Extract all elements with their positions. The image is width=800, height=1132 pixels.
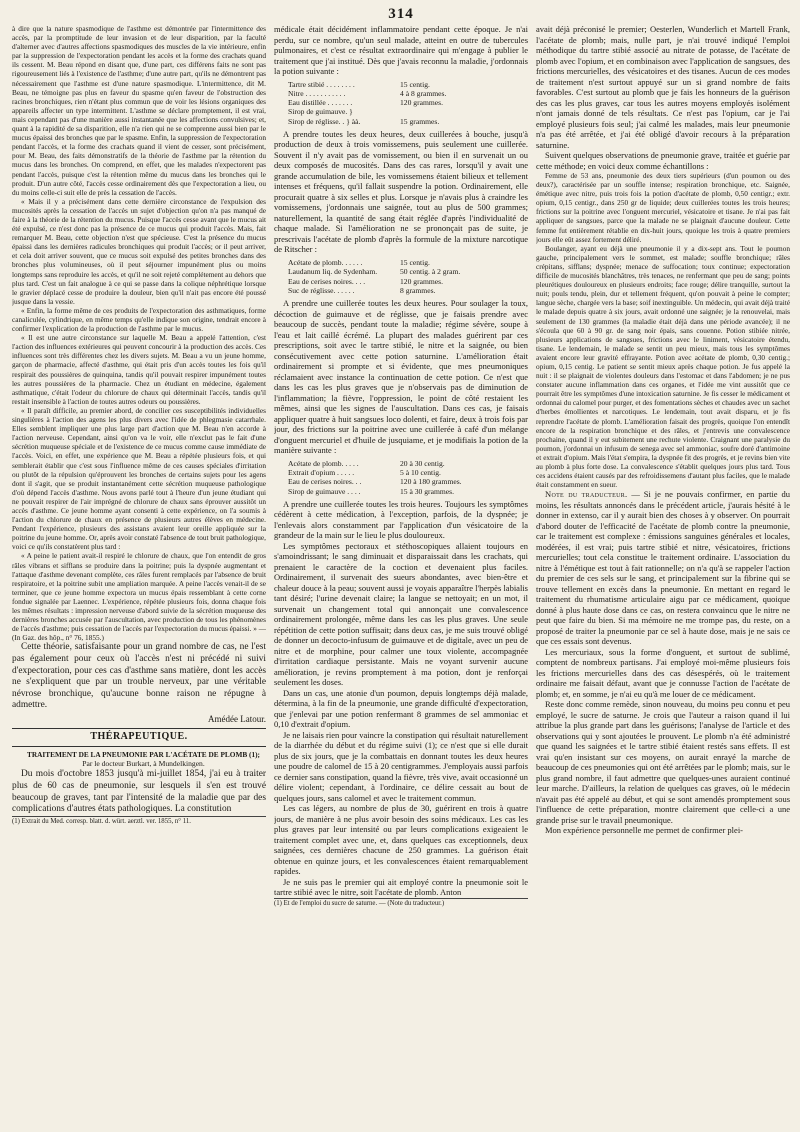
quantity: 15 à 30 grammes. — [400, 486, 454, 496]
paragraph: Les symptômes pectoraux et stéthoscopiques allaient toujours en s'amoindrissant; le sang diminuait et disparaissait dans les crachats, qui prenaient le caractère de la coction et devenaient plus faciles. Ordinairement, il survenait des sueurs abondantes, avec bien-être et chaleur douce à la peau; souvent aussi je voyais apparaître l'herpès labialis tant désiré; l'urine devenait claire; la langue se nettoyait; en un mot, il survenait un changement total qui annonçait une convalescence ordinairement prolongée, même dans les cas les plus graves. Une seule répétition de cette potion suffisait; dans deux cas, je me suis trouvé obligé de donner un decocto-infusum de guimauve et de digitale, avec un peu de nitre et de morphine, pour calmer une toux violente, accompagnée d'irritation cardiaque persistante. Mais ne voyant survenir aucune amélioration, je revins promptement à ma potion, dont je renforçai seulement les doses. — [274, 540, 528, 688]
ingredient: Acétate de plomb. . . . . — [288, 458, 359, 468]
ingredient: Nitre . . . . . . . . . . . — [288, 88, 346, 98]
formula-row — [288, 107, 528, 116]
formula-row — [288, 487, 528, 496]
divider — [12, 746, 266, 747]
translator-note-lead: Note du traducteur. — [545, 489, 628, 500]
quantity: 15 grammes. — [400, 116, 440, 126]
column-left — [12, 24, 266, 1120]
paragraph: « Mais il y a précisément dans cette dernière circonstance de l'expulsion des mucosités après la cessation de l'accès un sujet d'objection qu'on n'a pas manqué de faire à la théorie de la rétention du mucus. Puisque l'accès cesse avant que le mucus ait été expulsé, ce n'est donc pas la présence de ce mucus qui produit l'accès. Mais, fait remarquer M. Beau, cette objection n'est que spécieuse. C'est la présence du mucus épaissi dans les dernières radicules bronchiques qui produit l'accès; or il peut arriver, et cela doit arriver souvent, que ce mucus soit expulsé des petites bronches dans des bronches plus volumineuses, où il peut séjourner impunément plus ou moins longtemps sans reproduire les accès, et qu'il ne soit rejeté complétement au dehors que plus tard. C'est un fait analogue à ce qui se passe dans la colique néphrétique lorsque le gravier déplacé cesse de produire la douleur, bien qu'il n'ait pas encore été poussé jusque dans la vessie. — [12, 196, 266, 306]
column-middle — [274, 24, 528, 1120]
formula-row — [288, 117, 528, 126]
paragraph: Dans un cas, une atonie d'un poumon, depuis longtemps déjà malade, détermina, à la fin de la pneumonie, une grande difficulté d'expectoration, que j'enlevai par une potion renfermant 8 grammes de sel ammoniac et 0,10 d'extrait d'opium. — [274, 687, 528, 730]
formula-row — [288, 286, 528, 295]
case-observation: Boulanger, ayant eu déjà une pneumonie il y a dix-sept ans. Tout le poumon gauche, principalement vers le sommet, est malade; souffle bronchique; râles crépitans, sifflans; dyspnée; menace de suffocation; toux continue; expectoration difficile de mucosités blanchâtres, très tenaces, ne renfermant que peu de sang; points pleurétiques douloureux en plusieurs endroits; face rouge; délire tranquille, surtout la nuit; pouls tendu, plein, dur et tellement fréquent, qu'on pouvait à peine le compter; langue sèche, chargée vers la base; soif inextinguible. Un médecin, qui avait déjà traité le malade depuis quatre à six jours, avait ordonné une saignée; je la renouvelai, mais seulement de 130 grammes (la maladie était déjà dans une période avancée); il ne s'écoula que 60 à 90 gr. de sang noir épais, sans couenne. Potion stibiée nitrée, plusieurs applications de sangsues, frictions avec le liniment, vésicatoire étendu, tisane. Le lendemain, le malade se sentit un peu mieux, mais tous les symptômes avaient encore leur gravité effrayante. Potion avec acétate de plomb, 0,30 centig.; opium, 0,15 centig. Le patient se sentit mieux après chaque potion. Je fus appelé la nuit : il se plaignait de violentes douleurs dans l'estomac et dans l'abdomen; je ne pus constater aucune inflammation dans ces organes, et l'idée me vint aussitôt que ce pourrait être les symptômes d'une intoxication saturnine. Je fis cesser le médicament et ordonnai du calomel pour purger, et des fomentations sèches et chaudes avec un sachet d'herbes émollientes et narcotiques. Le lendemain, tout avait disparu, et je fis reprendre l'acétate de plomb. L'amélioration faisait des progrès, quoique l'on entendît encore de la respiration bronchique et des râles, et j'entrevis une convalescence prochaine, quand il y eut subitement une rechute violente. Craignant une paralysie du poumon, j'ordonnai un infusum de senega avec sel ammoniac, soufre doré d'antimoine et extrait d'opium. Mais l'état s'empira, la dyspnée fit des progrès, et je revins bien vite au plomb à plus forte dose. La convalescence s'établit quelques jours plus tard. Tous ces accidens étaient causés par des refroidissemens d'autant plus faciles, que le malade était constamment en sueur. — [536, 243, 790, 490]
ingredient: Tartre stibié . . . . . . . . — [288, 79, 355, 89]
formula-row — [288, 98, 528, 107]
paragraph: avait déjà préconisé le premier; Oesterlen, Wunderlich et Martell Frank, l'acétate de plomb; mais, nulle part, je n'ai trouvé indiqué l'emploi méthodique du tartre stibié associé au nitrate de potasse, de l'acétate de plomb avec l'opium, et en combinaison avec l'application de sangsues, des frictions mercurielles, des vésicatoires et des tisanes. Aucun de ces modes de traitement n'est surtout appuyé sur un si grand nombre de faits favorables. C'est surtout au plomb que je fais les honneurs de la guérison des cas les plus graves, car tous les autres moyens employés isolément n'ont jamais donné de tels résultats. Ce n'est pas l'opium, car je l'ai employé plusieurs fois seul; j'ai calmé les malades, mais leur pneumonie n'a pas été arrêtée, et j'ai été obligé d'avoir recours à la préparation saturnine. — [536, 24, 790, 150]
paragraph: Cette théorie, satisfaisante pour un grand nombre de cas, ne l'est pas également pour ceux où l'accès n'est ni précédé ni suivi d'expectoration, pour ces cas d'asthme sans matière, dont les accès ne s'expliquent que par un trouble nerveux, par une véritable névrose bronchique, qu'aucune bonne raison ne répugne à admettre. — [12, 642, 266, 711]
ingredient: Sirop de guimauve. } — [288, 107, 353, 117]
paragraph: « Il paraît difficile, au premier abord, de concilier ces susceptibilités individuelles singulières à l'action des agens les plus divers avec l'idée de phlegmasie catarrhale. Elles semblent impliquer une plus large part d'action que M. Beau n'en accorde à l'action nerveuse. Cependant, ainsi qu'on va le voir, elle n'exclut pas le fait d'une sécrétion muqueuse spéciale et de l'existence de ce mucus comme cause immédiate de l'accès. Voici, en effet, une expérience que M. Beau a répétée plusieurs fois, et qui semblerait établir que c'est sous l'influence même de ces causes spéciales d'irritation ou plutôt de la répulsion qu'éprouvent les bronches de certains sujets pour les agens dont il s'agit, que se produit instantanément cette sécrétion muqueuse pathologique d'où dépend l'accès d'asthme. Nous avons parlé tout à l'heure d'un jeune étudiant qui ne pouvait respirer de l'air imprégné de chlorure de chaux sans éprouver aussitôt un accès d'asthme. Ce jeune homme ayant consenti à cette expérience, on l'a soumis à l'action du chlorure de chaux en présence de plusieurs autres élèves en médecine. Pendant l'expérience, plusieurs des assistans avaient leur oreille appliquée sur la poitrine du jeune homme. Or, après avoir constaté l'absence de tout bruit pathologique, voici ce qu'ils constatèrent plus tard : — [12, 405, 266, 552]
prescription-formula-2 — [288, 258, 528, 295]
ingredient: Sirop de guimauve . . . . — [288, 486, 361, 496]
footnote: (1) Et de l'emploi du sucre de saturne. — (Note du traducteur.) — [274, 898, 528, 909]
case-observation: Femme de 53 ans, pneumonie des deux tiers supérieurs (d'un poumon ou des deux?), caractérisée par un souffle intense; respiration bronchique, etc. Saignée, émétique avec nitre, puis trois fois la potion d'acétate de plomb, 0,50 centigr.; extr. opium, 0,15 centigr., dans 250 gr de liquide; deux cuillerées toutes les trois heures; frictions sur la poitrine avec l'onguent mercuriel, vésicatoire et tisane. Je n'ai pas fait appliquer de sangsues, parce que la malade ne se plaignait d'aucune douleur. Cette femme fut entièrement rétablie en dix-huit jours, quoique les trois à quatre premiers jours elle eût assez fortement déliré. — [536, 171, 790, 244]
page-number: 314 — [388, 6, 414, 22]
paragraph: Suivent quelques observations de pneumonie grave, traitée et guérie par cette méthode; en voici deux comme échantillons : — [536, 150, 790, 171]
translator-note-text: — Si je ne pouvais confirmer, en partie du moins, les résultats annoncés dans le précédent article, j'aurais hésité à le donner in extenso, car il y aurait bien des choses à y observer. On pourrait d'abord douter de l'efficacité de l'acétate de plomb contre la pneumonie, car le traitement est complexe : émissions sanguines générales et locales, modérées, il est vrai; puis tartre stibié et nitre, vésicatoires, frictions mercurielles; tout cela constitue le traitement ordinaire. L'association du nitre à l'émétique est tout à fait rationnelle; on n'a qu'à se rappeler l'action du premier de ces sels sur le sang, et principalement sur la fibrine qui se trouve tellement en excès dans la pneumonie. En mettant en regard le traitement du rhumatisme articulaire aigu par ce médicament, quoique donné à plus haute dose dans ce cas, on restera convaincu que le nitre ne peut que faire du bien. Si ma mémoire ne me trompe pas, du reste, on a proposé de traiter la pneumonie par ce sel à haute dose, mais je ne sais ce que ces essais sont devenus. — [536, 489, 790, 647]
divider — [12, 728, 266, 729]
quantity: 120 grammes. — [400, 276, 444, 286]
formula-row — [288, 89, 528, 98]
paragraph: Du mois d'octobre 1853 jusqu'à mi-juillet 1854, j'ai eu à traiter plus de 60 cas de pneumonie, sur lesquels il s'en est trouvé beaucoup de graves, tant par l'intensité de la maladie que par des complications d'autres états pathologiques. La constitution — [12, 769, 266, 815]
formula-row — [288, 267, 528, 276]
paragraph: Mon expérience personnelle me permet de confirmer plei- — [545, 825, 744, 836]
ingredient: Eau de cerises noires. . . — [288, 477, 362, 487]
paragraph: « A peine le patient avait-il respiré le chlorure de chaux, que l'on entendit de gros râles vibrans et sifflans se produire dans la poitrine; puis la dyspnée augmentant et l'attaque d'asthme devenant complète, ces râles furent remplacés par l'absence de bruit respiratoire, et la poitrine subit une ampliation marquée. A peine l'accès venait-il de se terminer, que ce jeune homme expectora un mucus épais ressemblant à cette corne fondue signalée par Laennec. L'expérience, répétée plusieurs fois, donna chaque fois les mêmes résultats : impression nerveuse d'abord suivie de la sécrétion muqueuse des dernières bronches accusée par l'auscultation, avec production de tous les phénomènes de l'accès d'asthme; puis cessation de l'accès par l'expectoration du mucus épaissi. » — (In Gaz. des hôp., n° 76, 1855.) — [12, 551, 266, 643]
quantity: 8 grammes. — [400, 285, 436, 295]
text-columns — [12, 24, 790, 1120]
ingredient: Eau de cerises noires. . . . — [288, 276, 366, 286]
author-signature: Amédée Latour. — [208, 713, 266, 724]
prescription-formula-3 — [288, 459, 528, 496]
footnote: (1) Extrait du Med. corresp. blatt. d. würt. aerztl. ver. 1855, n° 11. — [12, 816, 266, 827]
paragraph: Reste donc comme remède, sinon nouveau, du moins peu connu et peu employé, le sucre de saturne. Je crois que l'auteur a raison quand il lui attribue la plus grande part dans les guérisons; l'analyse de l'article et des observations qui y sont ajoutées le prouvent. Le plomb n'a été administré que quand les saignées et le tartre stibié étaient restés sans effets. Il est vrai qu'en insistant sur ces moyens, on aurait enrayé la marche de beaucoup de ces pneumonies qui ont été arrêtées par le plomb; mais, sur le plus grand nombre, il faut admettre que quelques-unes auraient continué leur marche. D'ailleurs, la relation de quelques cas graves, où le médecin n'avait pas été appelé au début, et qui se sont amendés promptement sous l'influence de cette préparation, montre clairement que celle-ci a une grande prise sur le travail pneumonique. — [536, 699, 790, 825]
paragraph: A prendre une cuillerée toutes les trois heures. Toujours les symptômes cédèrent à cette médication, à l'exception, parfois, de la dyspnée; je l'enlevais alors constamment par l'application d'un vésicatoire de la grandeur de la main sur le lieu le plus douloureux. — [274, 498, 528, 541]
formula-row — [288, 468, 528, 477]
quantity: 20 à 30 centig. — [400, 458, 445, 468]
quantity: 4 à 8 grammes. — [400, 88, 447, 98]
quantity: 5 à 10 centig. — [400, 467, 441, 477]
paragraph: « Il est une autre circonstance sur laquelle M. Beau a appelé l'attention, c'est l'action des influences extérieures qui peuvent concourir à la production des accès. Ces influences sont très différentes chez les divers sujets. M. Beau a vu un jeune homme, garçon de pharmacie, affecté d'asthme, qui était pris d'un accès toutes les fois qu'il respirait des poussières de quinquina, tandis qu'il pouvait respirer impunément toutes les autres poussières de la pharmacie. Chez un étudiant en médecine, également asthmatique, c'était l'odeur du chlorure de chaux qui déterminait l'accès, tandis qu'il restait insensible à l'action de toutes autres odeurs ou poussières. — [12, 333, 266, 406]
paragraph: médicale était décidément inflammatoire pendant cette époque. Je n'ai perdu, sur ce nombre, qu'un seul malade, atteint en outre de tubercules pulmonaires, et c'est ce résultat extraordinaire qui m'engage à publier le traitement que j'ai institué. Dès que j'avais reconnu la maladie, j'ordonnais la potion suivante : — [274, 24, 528, 76]
formula-row — [288, 80, 528, 89]
article-title: TRAITEMENT DE LA PNEUMONIE PAR L'ACÉTATE DE PLOMB (1); — [27, 749, 260, 759]
ingredient: Extrait d'opium . . . . . — [288, 467, 355, 477]
section-heading: THÉRAPEUTIQUE. — [90, 731, 188, 743]
quantity: 50 centig. à 2 gram. — [400, 267, 461, 277]
formula-row — [288, 277, 528, 286]
quantity: 120 à 180 grammes. — [400, 477, 462, 487]
paragraph: à dire que la nature spasmodique de l'asthme est démontrée par l'intermittence des accès, par la promptitude de leur invasion et de leur disparition, par la faculté d'alterner avec d'autres affections spasmodiques des muscles de la vie intérieure, enfin par la suppression de l'expectoration pendant les accès et la forme des crachats quand ils cessent. M. Beau répond en disant que, d'une part, ces différens faits ne sont pas rigoureusement liés à l'existence de l'asthme; d'une autre part, qu'ils ne démontrent pas nécessairement que l'asthme est d'une nature spasmodique. L'intermittence, dit M. Beau, ne témoigne pas plus en faveur du spasme qu'en faveur de l'obstruction des racines bronchiques, rien n'étant plus commun que de voir les lésions organiques des appareils affecter un type intermittent. L'asthme se déclare promptement, il est vrai, mais cependant pas d'une manière aussi instantanée que les affections convulsives; et, quant à la rapidité de sa disparition, elle n'a rien qui ne se comprenne aussi bien par le mucus épaissi des bronches que par le spasme. Enfin, la suppression de l'expectoration pendant l'accès, et la forme des crachats quand il vient de cesser, sont précisément, pour M. Beau, des faits démonstratifs de la théorie de l'asthme par la rétention du mucus dans les bronches. On comprend, en effet, que les malades n'expectorent pas pendant l'accès, puisque c'est la rétention même du mucus dans les bronches qui le produit. D'un autre côté, l'accès cesse ordinairement dès que l'expectoration a lieu, ou du moins celle-ci suit elle de près la cessation de l'accès. — [12, 24, 266, 197]
paragraph: « Enfin, la forme même de ces produits de l'expectoration des asthmatiques, forme canaliculée, cylindrique, en même temps qu'elle indique son origine, tendrait encore à confirmer l'explication de la production de l'asthme par le mucus. — [12, 305, 266, 334]
quantity: 15 centig. — [400, 79, 430, 89]
quantity: 15 centig. — [400, 257, 430, 267]
formula-row — [288, 459, 528, 468]
ingredient: Sirop de réglisse. . } àà. — [288, 116, 361, 126]
ingredient: Eau distillée . . . . . . . — [288, 98, 353, 108]
prescription-formula-1 — [288, 80, 528, 126]
column-right — [536, 24, 790, 1120]
paragraph: Je ne suis pas le premier qui ait employé contre la pneumonie soit le tartre stibié avec le nitre, soit l'acétate de plomb. Anton — [274, 876, 528, 898]
ingredient: Suc de réglisse. . . . . . — [288, 285, 355, 295]
translator-note — [536, 489, 790, 647]
formula-row — [288, 477, 528, 486]
paragraph: A prendre toutes les deux heures, deux cuillerées à bouche, jusqu'à production de deux à trois vomissemens, puis seulement une cuillerée. Souvent il n'y avait pas de vomissement, ou bien il en survenait un ou deux composés de mucosités. Dans des cas rares, lorsqu'il y avait une grande accumulation de bile, les vomissemens étaient bilieux et tellement intenses et fréquens, qu'il fallait suspendre la potion. Ordinairement, elle procurait quatre à six selles et plus. Lorsque je n'avais plus à craindre les vomissemens, j'ordonnais une saignée, tout au plus de 500 grammes; naturellement, la quantité de sang était réglée d'après l'individualité de chaque malade. Si l'amélioration ne se prononçait pas de suite, je prescrivais l'acétate de plomb d'après la formule de la mixture narcotique de Ritscher : — [274, 128, 528, 255]
paragraph: A prendre une cuillerée toutes les deux heures. Pour soulager la toux, décoction de guimauve et de réglisse, que je faisais prendre avec beaucoup de succès, pendant toute la maladie; régime sévère, soupe à l'eau et lait caillé écrémé. La plupart des malades guérirent par ces prescriptions, soit avec le tartre stibié, le nitre et la saignée, ou bien consécutivement avec cette potion saturnine. L'amélioration était ordinairement si prompte et si évidente, que mes pneumoniques réclamaient avec instance la continuation de cette potion. Ce n'est que dans les cas les plus graves que je n'observais pas de diminution de l'inflammation; la fièvre, l'oppression, le point de côté restaient les mêmes, ainsi que les signes de l'auscultation. Dans ces cas, je faisais appliquer quatre à huit sangsues loco dolenti, et faire, deux à trois fois par jour, des frictions sur la poitrine avec une cuillerée à café d'un mélange d'onguent mercuriel et d'huile de jusquiame, et je modifiais la potion de la manière suivante : — [274, 298, 528, 456]
ingredient: Laudanum liq. de Sydenham. — [288, 267, 378, 277]
paragraph: Je ne laisais rien pour vaincre la constipation qui résultait naturellement de la diarrhée du début et du régime suivi (1); ce n'est que si elle durait plus de six jours, que je la combattais en donnant toutes les deux heures une poudre de calomel de 15 à 20 centigrammes. J'employais aussi parfois ce dernier sans constipation, quand la fièvre, très vive, avait occasionné un délire violent; cependant, à l'ordinaire, ce délire cessait au bout de quelques jours, sans calomel et avec le traitement commun. — [274, 729, 528, 803]
paragraph: Les cas légers, au nombre de plus de 30, guérirent en trois à quatre jours, de manière à ne plus avoir besoin des soins médicaux. Les cas les plus graves par leur intensité ou par leurs complications exigeaient le traitement complet avec une, et, dans quelques cas exceptionnels, deux saignées, ces dernières chacune de 250 grammes. La guérison était obtenue en quinze jours, et les convalescences étaient remarquablement rapides. — [274, 803, 528, 877]
article-byline: Par le docteur Burkart, à Mundelkingen. — [82, 758, 205, 768]
quantity: 120 grammes. — [400, 98, 444, 108]
paragraph: Les mercuriaux, sous la forme d'onguent, et surtout de sublimé, comptent de nombreux partisans. J'ai employé moi-même plusieurs fois les frictions mercurielles dans des cas désespérés, où le traitement ordinaire me faisait défaut, avant que je connusse l'action de l'acétate de plomb; et, en somme, je n'ai eu qu'à me louer de ce médicament. — [536, 646, 790, 699]
formula-row — [288, 258, 528, 267]
ingredient: Acétate de plomb. . . . . . — [288, 257, 363, 267]
